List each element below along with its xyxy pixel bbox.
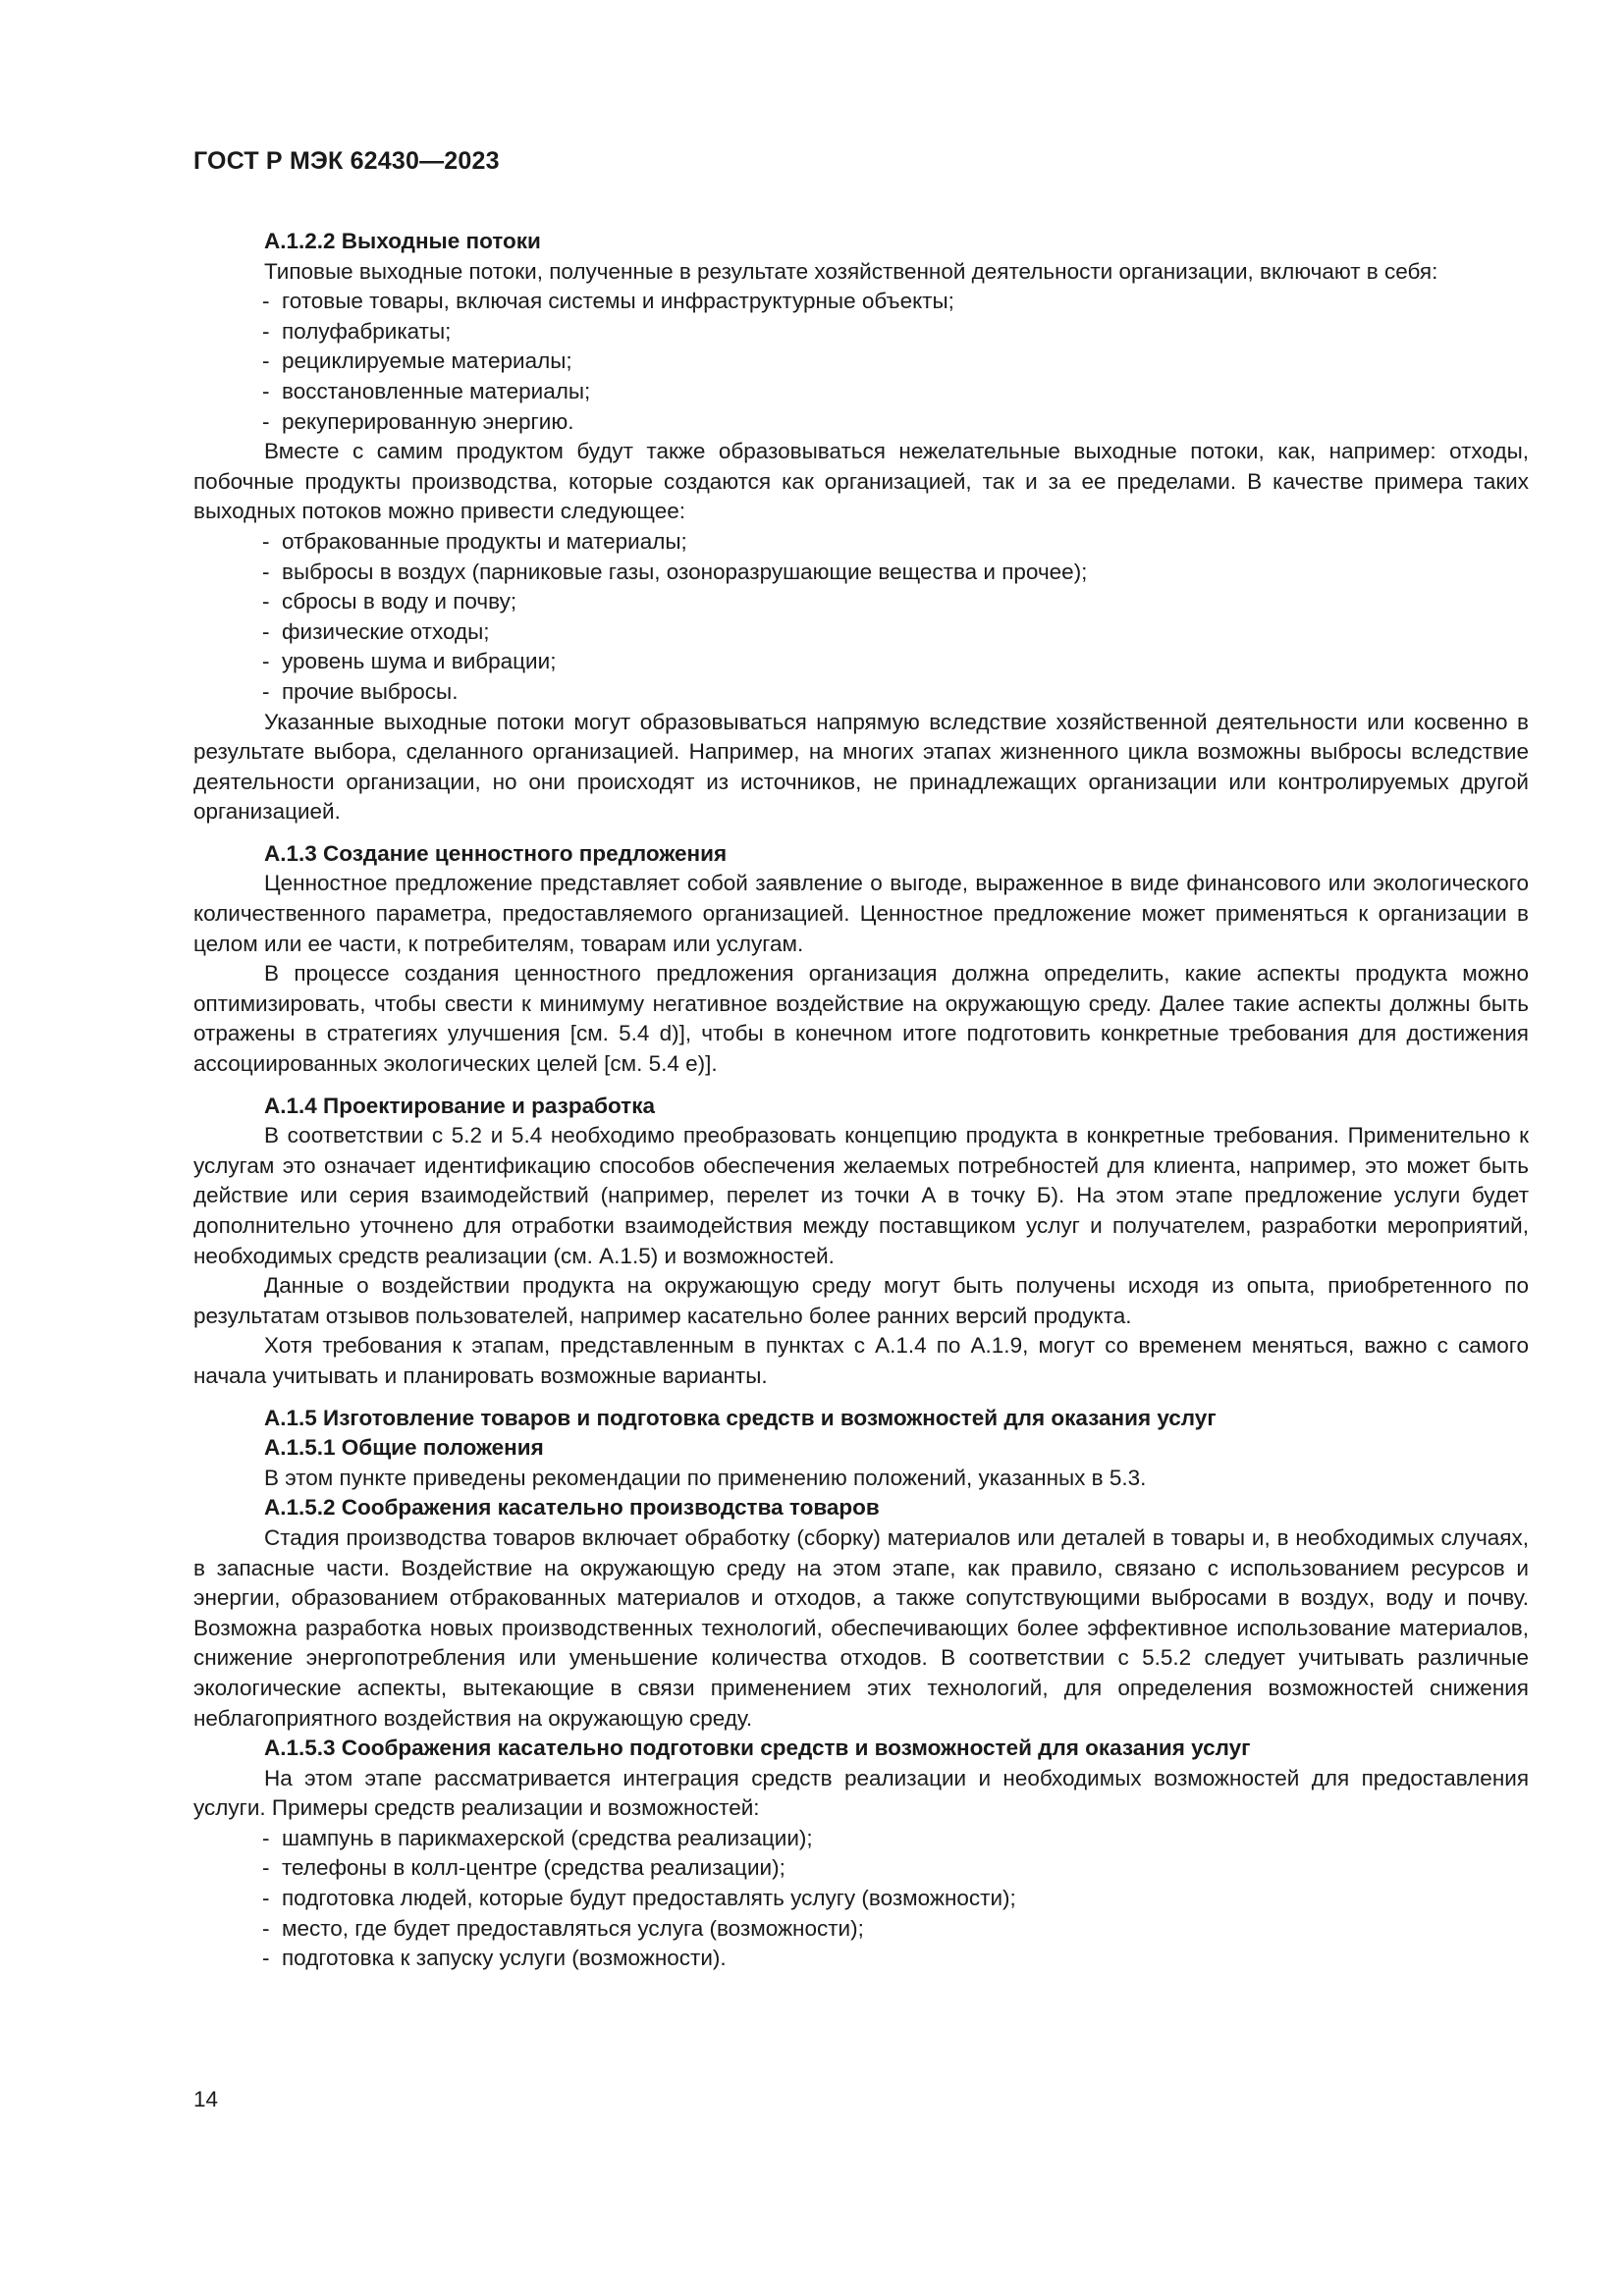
list-item: [262, 1914, 1529, 1945]
list-item: [262, 647, 1529, 677]
list-item-text: полуфабрикаты;: [282, 318, 452, 344]
subsection-heading: А.1.5.3 Соображения касательно подготовки средств и возможностей для оказания услуг: [264, 1735, 1251, 1761]
list-item-text: рециклируемые материалы;: [282, 348, 572, 374]
list-item: [262, 617, 1529, 648]
list-item-text: подготовка к запуску услуги (возможности).: [282, 1946, 727, 1971]
list-item: [262, 587, 1529, 617]
list-item-text: сбросы в воду и почву;: [282, 589, 517, 614]
dash-marker: -: [262, 318, 270, 344]
dash-marker: -: [262, 649, 270, 674]
list-item-text: прочие выбросы.: [282, 678, 459, 704]
list-item-text: место, где будет предоставляться услуга (возможности);: [282, 1915, 864, 1941]
list-item: [262, 677, 1529, 708]
paragraph: Ценностное предложение представляет собой заявление о выгоде, выраженное в виде финансового или экологического количественного параметра, предоставляемого организацией. Ценностное предложение может применяться к организации в целом или ее части, к потребителям, товарам или услугам.: [193, 871, 1529, 956]
dash-marker: -: [262, 678, 270, 704]
paragraph: В соответствии с 5.2 и 5.4 необходимо преобразовать концепцию продукта в конкретные требования. Применительно к услугам это означает идентификацию способов обеспечения желаемых потребностей для клиента, например, это может быть действие или серия взаимодействий (например, перелет из точки А в точку Б). На этом этапе предложение услуги будет дополнительно уточнено для отработки взаимодействия между поставщиком услуг и получателем, разработки мероприятий, необходимых средств реализации (см. А.1.5) и возможностей.: [193, 1123, 1529, 1268]
list-item: [262, 527, 1529, 558]
dash-marker: -: [262, 348, 270, 374]
list-item: [262, 377, 1529, 407]
dash-marker: -: [262, 1886, 270, 1911]
list-item: [262, 1884, 1529, 1914]
subsection-heading: А.1.5.1 Общие положения: [264, 1435, 544, 1461]
section-heading: А.1.5 Изготовление товаров и подготовка средств и возможностей для оказания услуг: [264, 1405, 1217, 1430]
section-heading: А.1.4 Проектирование и разработка: [264, 1093, 655, 1118]
paragraph: Хотя требования к этапам, представленным в пунктах с А.1.4 по А.1.9, могут со временем меняться, важно с самого начала учитывать и планировать возможные варианты.: [193, 1333, 1529, 1388]
list-item: [262, 407, 1529, 438]
dash-marker: -: [262, 1946, 270, 1971]
dash-marker: -: [262, 528, 270, 554]
list-item-text: выбросы в воздух (парниковые газы, озоноразрушающие вещества и прочее);: [282, 559, 1088, 584]
paragraph: На этом этапе рассматривается интеграция средств реализации и необходимых возможностей для предоставления услуги. Примеры средств реализации и возможностей:: [193, 1765, 1529, 1821]
list-item: [262, 317, 1529, 347]
dash-marker: -: [262, 589, 270, 614]
page-number: 14: [193, 2087, 219, 2111]
list-item-text: восстановленные материалы;: [282, 378, 591, 403]
dash-marker: -: [262, 1915, 270, 1941]
list-item-text: телефоны в колл-центре (средства реализации);: [282, 1855, 785, 1881]
paragraph: В этом пункте приведены рекомендации по применению положений, указанных в 5.3.: [264, 1465, 1147, 1490]
list-item-text: шампунь в парикмахерской (средства реализации);: [282, 1825, 813, 1850]
bullet-list: [193, 287, 1529, 437]
section-heading: А.1.2.2 Выходные потоки: [264, 229, 541, 253]
paragraph: Типовые выходные потоки, полученные в результате хозяйственной деятельности организации, включают в себя:: [264, 258, 1438, 284]
paragraph: Данные о воздействии продукта на окружающую среду могут быть получены исходя из опыта, приобретенного по результатам отзывов пользователей, например касательно более ранних версий продукта.: [193, 1273, 1529, 1328]
list-item: [262, 287, 1529, 317]
paragraph: В процессе создания ценностного предложения организация должна определить, какие аспекты продукта можно оптимизировать, чтобы свести к минимуму негативное воздействие на окружающую среду. Далее такие аспекты должны быть отражены в стратегиях улучшения [см. 5.4 d)], чтобы в конечном итоге подготовить конкретные требования для достижения ассоциированных экологических целей [см. 5.4 е)].: [193, 961, 1529, 1077]
paragraph: Вместе с самим продуктом будут также образовываться нежелательные выходные потоки, как, например: отходы, побочные продукты производства, которые создаются как организацией, так и за ее пределами. В качестве примера таких выходных потоков можно привести следующее:: [193, 439, 1529, 524]
bullet-list: [193, 527, 1529, 708]
list-item-text: готовые товары, включая системы и инфраструктурные объекты;: [282, 289, 954, 314]
list-item: [262, 1944, 1529, 1974]
list-item: [262, 347, 1529, 377]
dash-marker: -: [262, 378, 270, 403]
list-item-text: физические отходы;: [282, 618, 490, 644]
document-header: ГОСТ Р МЭК 62430—2023: [193, 147, 500, 175]
list-item-text: отбракованные продукты и материалы;: [282, 528, 687, 554]
list-item: [262, 1853, 1529, 1884]
bullet-list: [193, 1824, 1529, 1974]
list-item-text: рекуперированную энергию.: [282, 408, 574, 434]
document-body: [193, 227, 1529, 1974]
paragraph: Стадия производства товаров включает обработку (сборку) материалов или деталей в товары и, в необходимых случаях, в запасные части. Воздействие на окружающую среду на этом этапе, как правило, связано с использованием ресурсов и энергии, образованием отбракованных материалов и отходов, а также сопутствующими выбросами в воздух, воду и почву. Возможна разработка новых производственных технологий, обеспечивающих более эффективное использование материалов, снижение энергопотребления или уменьшение количества отходов. В соответствии с 5.5.2 следует учитывать различные экологические аспекты, вытекающие в связи применением этих технологий, для определения возможностей снижения неблагоприятного воздействия на окружающую среду.: [193, 1524, 1529, 1731]
dash-marker: -: [262, 559, 270, 584]
list-item: [262, 1824, 1529, 1854]
dash-marker: -: [262, 1825, 270, 1850]
section-heading: А.1.3 Создание ценностного предложения: [264, 840, 728, 866]
dash-marker: -: [262, 1855, 270, 1881]
dash-marker: -: [262, 618, 270, 644]
list-item: [262, 558, 1529, 588]
list-item-text: уровень шума и вибрации;: [282, 649, 557, 674]
dash-marker: -: [262, 408, 270, 434]
dash-marker: -: [262, 289, 270, 314]
list-item-text: подготовка людей, которые будут предоставлять услугу (возможности);: [282, 1886, 1016, 1911]
subsection-heading: А.1.5.2 Соображения касательно производства товаров: [264, 1495, 880, 1521]
paragraph: Указанные выходные потоки могут образовываться напрямую вследствие хозяйственной деятельности или косвенно в результате выбора, сделанного организацией. Например, на многих этапах жизненного цикла возможны выбросы вследствие деятельности организации, но они происходят из источников, не принадлежащих организации или контролируемых другой организацией.: [193, 709, 1529, 825]
